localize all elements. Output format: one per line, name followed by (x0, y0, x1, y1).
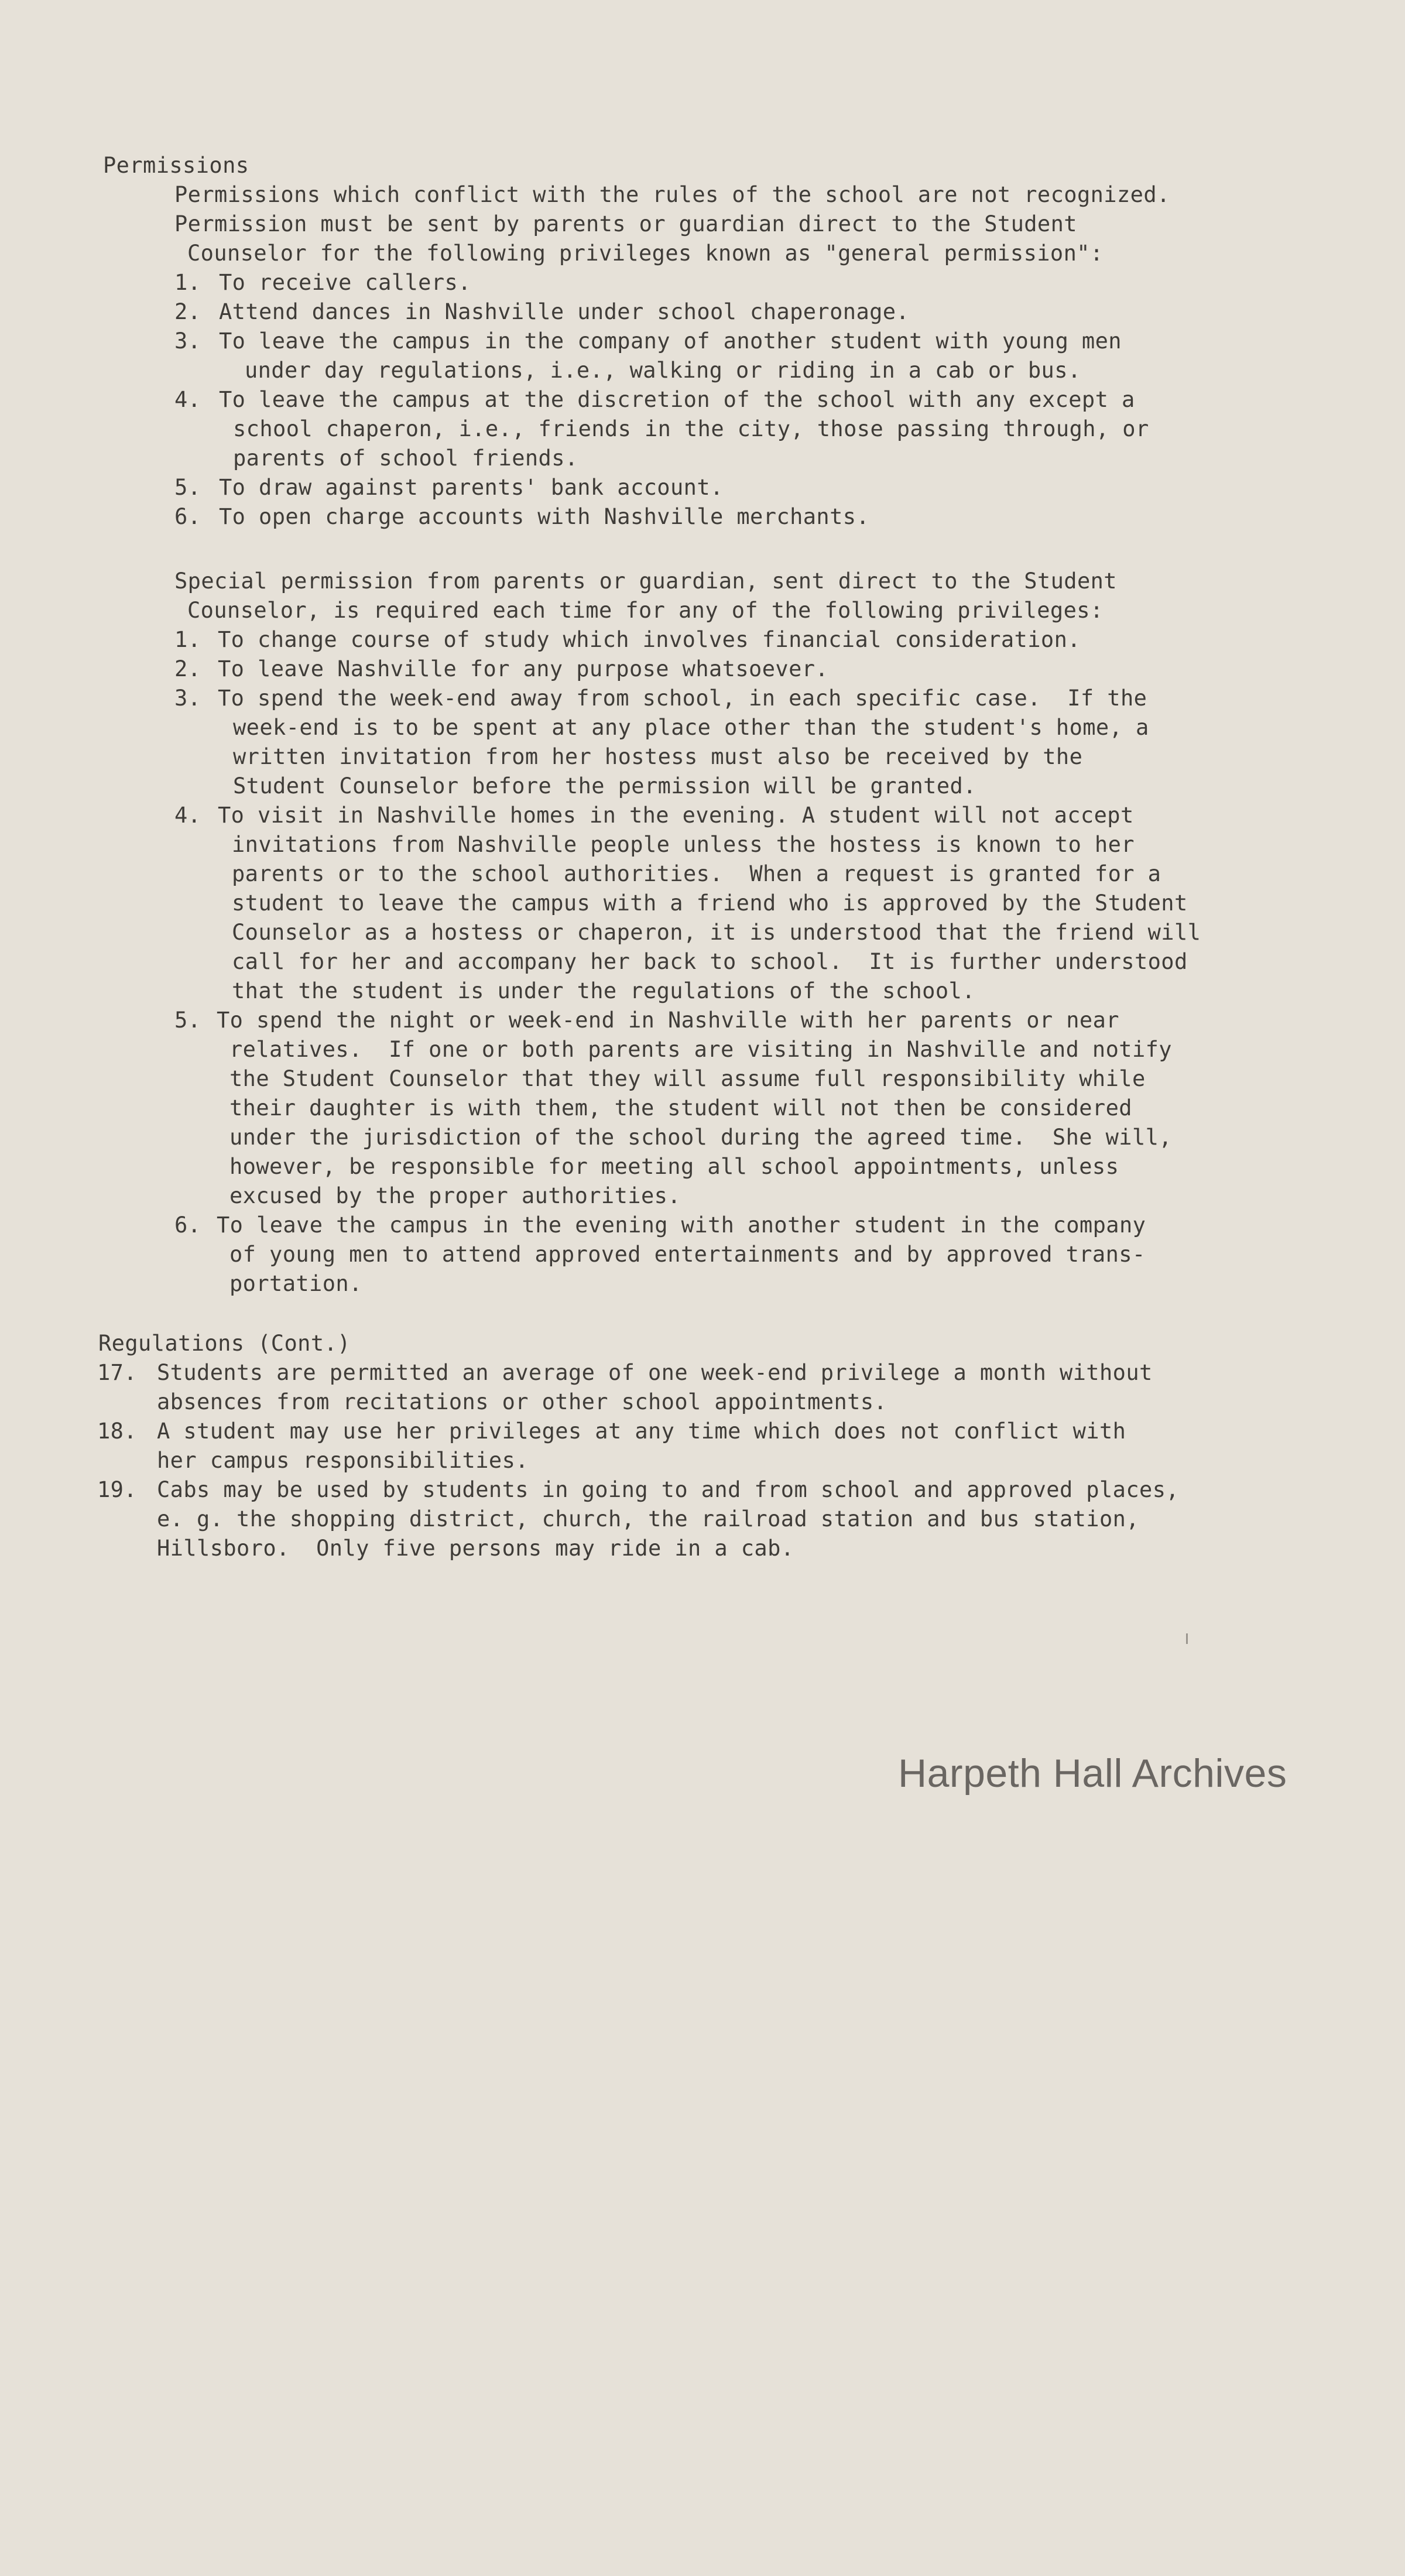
special-item-text: the Student Counselor that they will assume full responsibility while (229, 1066, 1146, 1091)
special-item-text: portation. (229, 1271, 362, 1296)
general-item-number: 4. (174, 387, 201, 412)
special-item-text: To change course of study which involves financial consideration. (218, 627, 1081, 652)
special-item-text: Student Counselor before the permission will be granted. (233, 773, 976, 799)
special-item-text: their daughter is with them, the student will not then be considered (229, 1095, 1132, 1121)
special-item-text: week-end is to be spent at any place other than the student's home, a (233, 715, 1149, 740)
special-item-text: relatives. If one or both parents are visiting in Nashville and notify (229, 1037, 1172, 1062)
special-item-text: student to leave the campus with a friend who is approved by the Student (232, 890, 1188, 916)
special-item-number: 6. (174, 1212, 201, 1238)
special-item-text: To visit in Nashville homes in the evening. A student will not accept (218, 803, 1134, 828)
regulation-text: Cabs may be used by students in going to and from school and approved places, (157, 1477, 1180, 1502)
general-item-number: 3. (174, 328, 201, 354)
special-item-text: invitations from Nashville people unless the hostess is known to her (232, 832, 1135, 857)
general-item-number: 6. (174, 504, 201, 529)
general-item-number: 1. (174, 270, 201, 295)
general-item-text: To draw against parents' bank account. (219, 475, 724, 500)
general-item-text: school chaperon, i.e., friends in the city, those passing through, or (233, 416, 1149, 441)
special-item-number: 4. (174, 803, 201, 828)
general-item-text: under day regulations, i.e., walking or riding in a cab or bus. (245, 358, 1081, 383)
general-item-text: To open charge accounts with Nashville merchants. (219, 504, 870, 529)
general-intro-line: Counselor for the following privileges known as "general permission": (187, 241, 1104, 266)
special-item-text: under the jurisdiction of the school during the agreed time. She will, (229, 1125, 1172, 1150)
special-item-text: To spend the week-end away from school, in each specific case. If the (218, 686, 1147, 711)
special-item-number: 2. (174, 656, 201, 681)
general-item-text: To leave the campus in the company of another student with young men (219, 328, 1122, 354)
general-item-text: To receive callers. (219, 270, 471, 295)
special-item-text: however, be responsible for meeting all school appointments, unless (229, 1154, 1119, 1179)
special-item-text: of young men to attend approved entertainments and by approved trans- (229, 1242, 1146, 1267)
general-intro-line: Permission must be sent by parents or guardian direct to the Student (174, 211, 1077, 237)
regulation-text: absences from recitations or other school appointments. (157, 1389, 887, 1414)
regulation-number: 19. (97, 1477, 138, 1502)
general-item-text: Attend dances in Nashville under school chaperonage. (219, 299, 910, 324)
special-item-number: 1. (174, 627, 201, 652)
permissions-heading: Permissions (103, 153, 249, 178)
archive-watermark: Harpeth Hall Archives (898, 1751, 1287, 1796)
special-item-text: call for her and accompany her back to school. It is further understood (232, 949, 1188, 974)
regulation-text: e. g. the shopping district, church, the railroad station and bus station, (157, 1506, 1140, 1532)
special-intro-line: Counselor, is required each time for any of the following privileges: (187, 598, 1104, 623)
regulation-text: A student may use her privileges at any time which does not conflict with (157, 1419, 1126, 1444)
general-item-text: To leave the campus at the discretion of the school with any except a (219, 387, 1135, 412)
special-item-text: Counselor as a hostess or chaperon, it is understood that the friend will (232, 920, 1201, 945)
special-item-text: To leave the campus in the evening with another student in the company (217, 1212, 1146, 1238)
paper-speck (1186, 1633, 1188, 1644)
special-item-text: written invitation from her hostess must also be received by the (233, 744, 1083, 769)
regulation-text: her campus responsibilities. (157, 1448, 529, 1473)
regulation-number: 17. (97, 1360, 138, 1385)
special-item-text: excused by the proper authorities. (229, 1183, 681, 1208)
special-item-text: that the student is under the regulations of the school. (232, 978, 975, 1003)
special-item-text: parents or to the school authorities. When a request is granted for a (232, 861, 1161, 886)
regulation-text: Hillsboro. Only five persons may ride in a cab. (157, 1536, 794, 1561)
regulations-heading: Regulations (Cont.) (98, 1331, 351, 1356)
special-item-text: To spend the night or week-end in Nashville with her parents or near (217, 1008, 1119, 1033)
general-intro-line: Permissions which conflict with the rules of the school are not recognized. (174, 182, 1170, 207)
special-item-number: 3. (174, 686, 201, 711)
general-item-number: 2. (174, 299, 201, 324)
special-item-number: 5. (174, 1008, 201, 1033)
regulation-number: 18. (97, 1419, 138, 1444)
general-item-number: 5. (174, 475, 201, 500)
special-item-text: To leave Nashville for any purpose whatsoever. (218, 656, 829, 681)
general-item-text: parents of school friends. (233, 446, 578, 471)
regulation-text: Students are permitted an average of one week-end privilege a month without (157, 1360, 1153, 1385)
special-intro-line: Special permission from parents or guardian, sent direct to the Student (174, 568, 1117, 594)
